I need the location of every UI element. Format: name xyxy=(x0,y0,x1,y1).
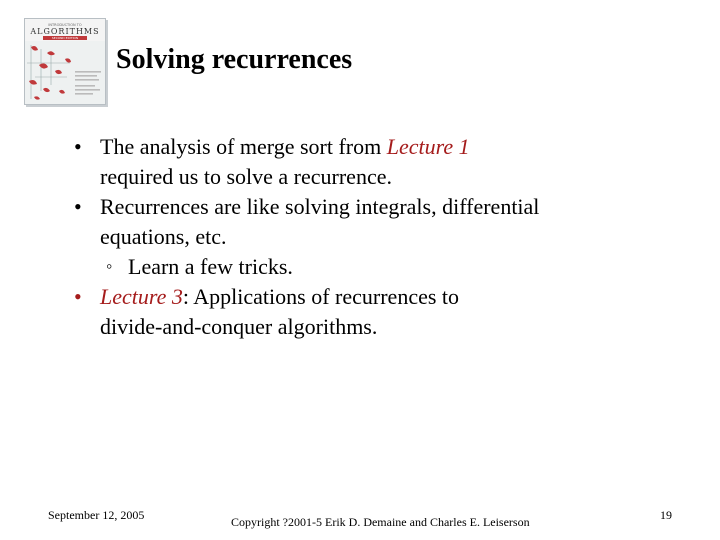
bullet-1-line-2: required us to solve a recurrence. xyxy=(100,164,392,189)
bullet-2-line-2: equations, etc. xyxy=(100,224,227,249)
book-cover-logo xyxy=(24,18,106,105)
bullet-3-line-1 xyxy=(100,282,674,312)
bullet-item-1 xyxy=(74,132,674,192)
slide-title: Solving recurrences xyxy=(116,44,353,75)
sub-bullet-text: Learn a few tricks. xyxy=(128,254,293,279)
sub-bullet-glyph: ◦ xyxy=(106,256,113,276)
lecture-1-reference: Lecture 1 xyxy=(386,134,470,159)
bullet-glyph: • xyxy=(74,134,82,159)
lecture-3-reference: Lecture 3 xyxy=(100,284,183,309)
bullet-3-line-2: divide-and-conquer algorithms. xyxy=(100,314,378,339)
footer-copyright: Copyright ?2001-5 Erik D. Demaine and Charles E. Leiserson xyxy=(231,515,530,529)
book-cover-icon xyxy=(25,19,105,104)
bullet-1-text: The analysis of merge sort from xyxy=(100,134,387,159)
bullet-glyph: • xyxy=(74,284,82,309)
bullet-item-3 xyxy=(74,282,674,342)
bullet-2-line-1: Recurrences are like solving integrals, differential xyxy=(100,194,540,219)
page-number: 19 xyxy=(660,508,672,522)
bullet-list xyxy=(74,132,674,342)
footer-date: September 12, 2005 xyxy=(48,508,145,522)
logo-header-small: INTRODUCTION TO xyxy=(48,23,82,27)
logo-header: ALGORITHMS xyxy=(30,27,100,36)
bullet-glyph: • xyxy=(74,194,82,219)
bullet-item-2 xyxy=(74,192,674,252)
bullet-1-line-1 xyxy=(100,132,674,162)
sub-bullet-item xyxy=(74,252,674,282)
logo-edition: SECOND EDITION xyxy=(51,36,79,41)
bullet-3-text: : Applications of recurrences to xyxy=(182,284,460,309)
